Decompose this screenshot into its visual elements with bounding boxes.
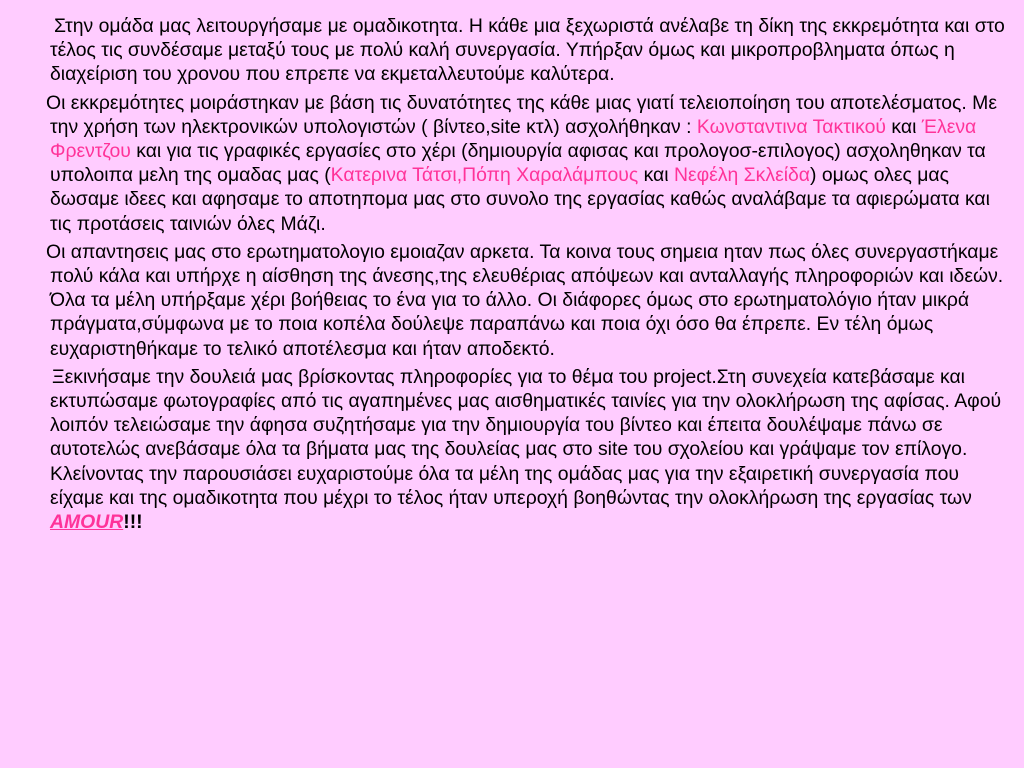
paragraph-closing-text: Κλείνοντας την παρουσιάσει ευχαριστούμε όλα τα μέλη της ομάδας μας για την εξαιρετική συνεργασία που είχαμε και της ομαδικοτητα που μέχρι το τέλος ήταν υπεροχή βοηθώντας την ολοκλήρωση της εργασίας των bbox=[50, 462, 972, 509]
paragraph-teamwork-text: Στην ομάδα μας λειτουργήσαμε με ομαδικοτητα. Η κάθε μια ξεχωριστά ανέλαβε τη δίκη της εκκρεμότητα και στο τέλος τις συνδέσαμε μεταξύ τους με πολύ καλή συνεργασία. Υπήρξαν όμως και μικροπροβληματα όπως η διαχείριση του χρονου που επρεπε να εκμεταλλευτούμε καλύτερα. bbox=[50, 15, 1005, 86]
member-name-elena: Έλενα Φρεντζου bbox=[50, 115, 977, 163]
paragraph-tasks bbox=[46, 91, 1014, 236]
paragraph-process bbox=[50, 365, 1014, 462]
paragraph-process-text: Ξεκινήσαμε την δουλειά μας βρίσκοντας πληροφορίες για το θέμα του project.Στη συνεχεία κατεβάσαμε και εκτυπώσαμε φωτογραφίες από τις αγαπημένες μας αισθηματικές ταινίες για την ολοκλήρωση της αφίσας. Αφού λοιπόν τελειώσαμε την άφησα συζητήσαμε για την δημιουργία του βίντεο και έπειτα δουλέψαμε πάνω σε αυτοτελώς ανεβάσαμε όλα τα βήματα μας της δουλείας μας στο site του σχολείου και γράψαμε τον επίλογο. bbox=[50, 365, 1002, 461]
paragraph-tasks-text-5: ) ομως ολες μας δωσαμε ιδεες και αφησαμε το αποτηπομα μας στο συνολο της εργασίας καθώς αναλάβαμε τα αφιερώματα και τις προτάσεις ταινιών όλες Μάζι. bbox=[50, 164, 990, 235]
team-name: AMOUR bbox=[50, 511, 124, 534]
paragraph-teamwork bbox=[50, 14, 1014, 87]
member-name-nefeli: Νεφέλη Σκλείδα bbox=[673, 164, 811, 187]
paragraph-tasks-text-2: και bbox=[886, 115, 922, 138]
closing-exclamation: !!! bbox=[123, 511, 143, 534]
paragraph-tasks-text-3: και για τις γραφικές εργασίες στο χέρι (δημιουργία αφισας και προλογοσ-επιλογος) ασχοληθηκαν τα υπολοιπα μελη της ομαδας μας ( bbox=[50, 140, 986, 187]
member-name-katerina-popi: Κατερινα Τάτσι,Πόπη Χαραλάμπους bbox=[330, 164, 639, 187]
paragraph-questionnaire bbox=[46, 240, 1014, 361]
paragraph-closing bbox=[50, 462, 1014, 535]
paragraph-tasks-text-1: Οι εκκρεμότητες μοιράστηκαν με βάση τις δυνατότητες της κάθε μιας γιατί τελειοποίηση του αποτελέσματος. Με την χρήση των ηλεκτρονικών υπολογιστών ( βίντεο,site κτλ) ασχολήθηκαν : bbox=[46, 91, 997, 138]
paragraph-questionnaire-text: Οι απαντησεις μας στο ερωτηματολογιο εμοιαζαν αρκετα. Τα κοινα τους σημεια ηταν πως όλες συνεργαστήκαμε πολύ κάλα και υπήρχε η αίσθηση της άνεσης,της ελευθέριας απόψεων και ανταλλαγής πληροφοριών και ιδεών. Όλα τα μέλη υπήρξαμε χέρι βοήθειας το ένα για το άλλο. Οι διάφορες όμως στο ερωτηματολόγιο ήταν μικρά πράγματα,σύμφωνα με το ποια κοπέλα δούλεψε παραπάνω και ποια όχι όσο θα έπρεπε. Εν τέλη όμως ευχαριστηθήκαμε το τελικό αποτέλεσμα και ήταν αποδεκτό. bbox=[46, 240, 1004, 360]
body-text bbox=[46, 14, 1014, 534]
member-name-konstantina: Κωνσταντινα Τακτικού bbox=[696, 115, 887, 138]
paragraph-tasks-text-4: και bbox=[638, 164, 674, 187]
